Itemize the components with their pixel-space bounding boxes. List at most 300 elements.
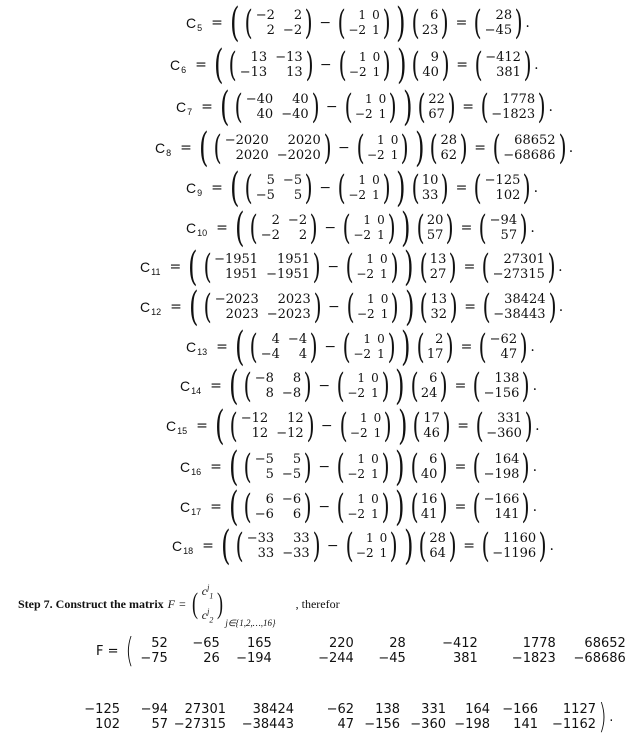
matrix-b-cell: 1 <box>363 213 372 227</box>
equation-row <box>180 446 537 488</box>
equals-sign: = <box>464 299 477 315</box>
result-vector-grid <box>484 452 520 482</box>
matrix-b <box>335 168 393 208</box>
vector-v <box>408 447 451 487</box>
result-cell: 102 <box>495 188 521 203</box>
paren: ) <box>442 406 451 446</box>
matrix-a-cell: 2 <box>298 228 308 243</box>
paren: ( <box>411 45 420 85</box>
result-cell: 164 <box>494 452 520 467</box>
matrix-a-cell: 5 <box>293 188 303 203</box>
paren: ( <box>342 327 351 367</box>
outer-right-paren: ) <box>396 0 406 46</box>
equals-sign: = <box>180 140 192 156</box>
matrix-a-cell: 6 <box>292 507 302 522</box>
f-matrix-cell: −198 <box>454 717 490 732</box>
matrix-b-cell: 0 <box>377 213 385 227</box>
outer-right-paren: ) <box>404 244 414 290</box>
matrix-a-cell: 12 <box>251 426 269 441</box>
minus-sign: − <box>318 378 331 394</box>
c1-entry: $c^j_1$ <box>201 583 214 601</box>
paren: ) <box>447 87 456 127</box>
equation-end: . <box>558 299 564 315</box>
paren: ) <box>440 487 449 527</box>
f-matrix-cell: −62 <box>326 702 354 717</box>
paren: ) <box>382 3 391 43</box>
f-matrix-cell: −412 <box>442 636 478 651</box>
matrix-a <box>201 287 324 327</box>
paren: ) <box>441 3 450 43</box>
matrix-b-cell: 1 <box>390 148 399 162</box>
result-cell: −45 <box>484 23 513 38</box>
paren: ) <box>522 487 530 527</box>
vector-v <box>408 366 451 406</box>
f-matrix-cell: −38443 <box>241 717 294 732</box>
result-cell: −94 <box>489 213 518 228</box>
matrix-b-cell: 1 <box>377 228 385 242</box>
matrix-f-symbol: F <box>167 596 175 611</box>
result-cell: 68652 <box>514 133 556 148</box>
matrix-b-grid <box>347 371 378 401</box>
f-matrix-cell: 381 <box>452 651 478 666</box>
matrix-a-cell: −40 <box>281 107 309 122</box>
matrix-b-cell: 1 <box>358 50 367 64</box>
equation-row <box>186 326 535 368</box>
vector-v-cell: 27 <box>429 267 447 282</box>
outer-right-paren: ) <box>414 125 425 171</box>
result-cell: 47 <box>500 347 518 362</box>
equals-sign: = <box>196 418 208 434</box>
outer-left-paren: ( <box>214 403 225 449</box>
matrix-b-cell: 1 <box>377 133 385 147</box>
paren: ) <box>448 526 457 566</box>
matrix-a-cell: −5 <box>255 188 275 203</box>
paren: ( <box>339 406 348 446</box>
minus-sign: − <box>319 15 332 31</box>
equals-sign: = <box>211 15 223 31</box>
matrix-a-cell: 8 <box>265 386 274 401</box>
matrix-a-cell: 13 <box>250 50 268 65</box>
matrix-b-cell: 0 <box>377 332 385 346</box>
paren: ) <box>522 366 530 406</box>
paren: ) <box>548 287 557 327</box>
matrix-a-cell: 2023 <box>277 292 311 307</box>
equals-sign: = <box>454 378 467 394</box>
matrix-b-grid <box>353 213 384 243</box>
paren: ) <box>312 526 321 566</box>
matrix-a-cell: −2 <box>287 213 308 228</box>
f-matrix-part2 <box>80 697 614 737</box>
label-subscript: 13 <box>197 347 208 357</box>
vector-v-cell: 20 <box>426 213 444 228</box>
matrix-b-cell: 1 <box>371 386 379 400</box>
f-matrix-cell: 141 <box>513 717 538 732</box>
paren: ( <box>411 168 420 208</box>
matrix-b-grid <box>355 92 386 122</box>
paren: ( <box>417 87 426 127</box>
outer-right-paren: ) <box>395 363 405 409</box>
equation-row <box>155 127 573 169</box>
equals-sign: = <box>457 418 469 434</box>
vector-v-grid <box>430 252 447 282</box>
matrix-a <box>247 327 320 367</box>
matrix-a-grid <box>247 531 310 561</box>
result-vector-grid <box>490 332 517 362</box>
vector-v <box>410 406 453 446</box>
vector-v-cell: 23 <box>421 23 439 38</box>
paren: ( <box>336 487 345 527</box>
outer-right-paren: ) <box>402 84 412 130</box>
matrix-a-cell: 40 <box>256 107 274 122</box>
outer-left-paren: ( <box>229 0 240 46</box>
matrix-b-cell: 1 <box>380 267 388 281</box>
label-subscript: 14 <box>191 386 202 396</box>
equation-end: . <box>532 378 538 394</box>
matrix-b-cell: 1 <box>373 426 382 440</box>
matrix-b-cell: 1 <box>372 65 381 79</box>
matrix-b-cell: 1 <box>358 8 367 22</box>
label-subscript: 12 <box>151 307 162 317</box>
equals-sign: = <box>170 299 182 315</box>
paren: ) <box>388 87 397 127</box>
matrix-a-cell: −2023 <box>266 307 311 322</box>
step7-line <box>18 580 340 629</box>
paren: ( <box>411 3 420 43</box>
matrix-b-grid <box>348 8 379 38</box>
vector-v-grid <box>421 371 438 401</box>
matrix-a-cell: −8 <box>254 371 274 386</box>
outer-right-paren: ) <box>395 484 405 530</box>
result-cell: 381 <box>496 65 521 80</box>
vector-v-cell: 2 <box>435 332 444 347</box>
matrix-a <box>242 168 315 208</box>
paren: ) <box>304 168 313 208</box>
vector-v-grid <box>428 92 445 122</box>
paren: ) <box>547 247 556 287</box>
outer-left-paren: ( <box>219 84 230 130</box>
outer-right-paren: ) <box>401 324 411 370</box>
result-vector <box>479 526 550 566</box>
paren: ( <box>410 366 419 406</box>
result-vector-grid <box>503 133 555 163</box>
matrix-a-cell: 6 <box>265 492 274 507</box>
matrix-b <box>340 208 398 248</box>
f-matrix-cell: 57 <box>151 717 168 732</box>
paren: ) <box>519 327 528 367</box>
f-matrix-cell: −125 <box>84 702 120 717</box>
label-letter: C <box>186 15 197 31</box>
result-vector <box>476 208 530 248</box>
matrix-a-cell: −2 <box>260 228 280 243</box>
matrix-a <box>232 87 321 127</box>
paren: ) <box>323 128 332 168</box>
result-vector-grid <box>484 371 520 401</box>
result-vector-grid <box>493 292 545 322</box>
matrix-b-cell: 0 <box>371 452 379 466</box>
matrix-b-cell: −2 <box>347 386 366 400</box>
vector-v <box>417 287 460 327</box>
matrix-a-cell: −6 <box>254 507 274 522</box>
matrix-b-cell: −2 <box>366 148 385 162</box>
result-vector-grid <box>492 531 536 561</box>
equation-row <box>176 86 553 128</box>
f-row2-part1 <box>136 651 626 666</box>
matrix-b-cell: 1 <box>364 92 373 106</box>
paren: ) <box>303 487 312 527</box>
equals-sign: = <box>201 99 213 115</box>
paren: ) <box>448 247 457 287</box>
matrix-b-cell: 1 <box>372 188 380 202</box>
index-set: j∈{1,2,…,16} <box>225 617 276 628</box>
equation-end: . <box>532 459 538 475</box>
matrix-a-cell: 2020 <box>235 148 269 163</box>
f-left-paren: ( <box>125 631 134 671</box>
matrix-a-grid <box>255 371 301 401</box>
vector-v-cell: 64 <box>429 546 446 561</box>
paren: ( <box>419 247 428 287</box>
equation-end: . <box>525 15 530 31</box>
vector-v-cell: 10 <box>421 173 439 188</box>
label-subscript: 6 <box>181 65 187 75</box>
f-matrix-cell: −156 <box>364 717 400 732</box>
outer-right-paren: ) <box>404 284 415 330</box>
label-subscript: 16 <box>191 467 202 477</box>
matrix-b-grid <box>356 531 387 561</box>
vector-v <box>427 128 470 168</box>
matrix-b-cell: 1 <box>365 531 374 545</box>
matrix-b-cell: 1 <box>357 492 366 506</box>
paren: ) <box>303 366 312 406</box>
paren: ) <box>459 128 468 168</box>
result-vector-grid <box>491 92 535 122</box>
minus-sign: − <box>324 220 337 236</box>
result-cell: −1196 <box>492 546 537 561</box>
paren: ( <box>342 208 351 248</box>
matrix-b-cell: 1 <box>359 411 368 425</box>
result-vector <box>473 406 535 446</box>
equation-end: . <box>534 57 539 73</box>
equation-label <box>186 180 202 196</box>
vector-v-cell: 16 <box>420 492 438 507</box>
matrix-b-cell: 0 <box>378 92 387 106</box>
matrix-b-cell: 0 <box>371 492 379 506</box>
matrix-b-cell: 1 <box>367 292 375 306</box>
paren: ) <box>389 526 398 566</box>
paren: ) <box>440 447 449 487</box>
result-vector-grid <box>484 492 520 522</box>
outer-left-paren: ( <box>188 244 198 290</box>
paren: ( <box>482 287 491 327</box>
outer-left-paren: ( <box>220 523 231 569</box>
matrix-a-cell: −2020 <box>276 148 321 163</box>
equals-sign: = <box>463 538 475 554</box>
vector-v-cell: 62 <box>440 148 458 163</box>
vector-v-grid <box>422 50 439 80</box>
vector-v-cell: 17 <box>423 411 440 426</box>
equation-row <box>186 167 538 209</box>
paren: ( <box>480 87 489 127</box>
matrix-b-cell: 0 <box>372 173 380 187</box>
matrix-b-grid <box>347 452 378 482</box>
paren: ( <box>473 447 482 487</box>
equation-label <box>180 499 201 515</box>
vector-v-grid <box>430 292 447 322</box>
f-matrix-cell: −65 <box>192 636 220 651</box>
vector-v-cell: 33 <box>421 188 439 203</box>
result-cell: −125 <box>484 173 521 188</box>
equals-sign: = <box>202 538 214 554</box>
paren: ( <box>244 366 253 406</box>
outer-left-paren: ( <box>229 165 240 211</box>
matrix-a-grid <box>261 332 307 362</box>
matrix-a <box>241 447 314 487</box>
matrix-b-cell: −2 <box>353 347 372 361</box>
vector-v-cell: 24 <box>420 386 438 401</box>
equals-sign: = <box>210 378 222 394</box>
equation-end: . <box>568 140 574 156</box>
result-vector <box>478 87 549 127</box>
vector-v <box>409 168 452 208</box>
result-vector <box>480 287 559 327</box>
matrix-a-grid <box>246 92 309 122</box>
vector-v-cell: 6 <box>430 8 439 23</box>
paren: ( <box>244 447 253 487</box>
equation-label <box>172 538 193 554</box>
outer-left-paren: ( <box>234 324 245 370</box>
f-matrix-cell: 28 <box>389 636 406 651</box>
outer-left-paren: ( <box>228 363 239 409</box>
matrix-a-cell: 2023 <box>225 307 259 322</box>
matrix-a-grid <box>256 173 302 203</box>
matrix-b-grid <box>357 292 388 322</box>
result-vector <box>471 168 533 208</box>
matrix-b-cell: 1 <box>363 332 372 346</box>
paren: ) <box>387 208 396 248</box>
label-letter: C <box>186 220 197 236</box>
matrix-a-grid <box>256 8 302 38</box>
label-letter: C <box>172 538 183 554</box>
label-subscript: 11 <box>151 267 161 277</box>
result-vector-grid <box>485 173 521 203</box>
minus-sign: − <box>337 140 350 156</box>
matrix-a <box>226 45 315 85</box>
f-matrix-cell: 1127 <box>562 702 596 717</box>
outer-left-paren: ( <box>228 484 239 530</box>
equals-sign: = <box>454 499 467 515</box>
step7-heading: Step 7. Construct the matrix <box>18 596 164 611</box>
equation-end: . <box>549 538 554 554</box>
matrix-b-cell: −2 <box>356 307 375 321</box>
result-cell: −412 <box>485 50 521 65</box>
paren: ) <box>523 168 531 208</box>
f-matrix-cell: −94 <box>140 702 168 717</box>
step7-tail: , therefor <box>295 596 340 611</box>
minus-sign: − <box>319 57 332 73</box>
matrix-a-cell: 40 <box>292 92 309 107</box>
result-vector <box>471 3 525 43</box>
result-vector <box>476 327 530 367</box>
vector-v-cell: 17 <box>426 347 444 362</box>
result-vector <box>470 366 532 406</box>
paren: ( <box>473 487 482 527</box>
equals-sign: = <box>456 57 468 73</box>
paren: ( <box>419 287 428 327</box>
paren: ) <box>305 45 314 85</box>
outer-right-paren: ) <box>397 403 407 449</box>
matrix-a-cell: −1951 <box>214 252 259 267</box>
result-cell: −166 <box>483 492 520 507</box>
paren: ) <box>382 45 391 85</box>
matrix-b-cell: −2 <box>354 107 373 121</box>
paren: ( <box>473 366 482 406</box>
matrix-b-cell: −2 <box>348 23 367 37</box>
paren: ) <box>558 128 567 168</box>
vector-v-grid <box>422 173 439 203</box>
matrix-a-cell: −5 <box>282 173 303 188</box>
paren: ( <box>244 487 253 527</box>
label-letter: C <box>180 459 191 475</box>
label-letter: C <box>176 99 187 115</box>
paren: ) <box>309 327 318 367</box>
matrix-b-cell: 1 <box>358 173 367 187</box>
paren: ( <box>479 327 488 367</box>
label-letter: C <box>170 57 181 73</box>
paren: ( <box>250 327 259 367</box>
paren: ) <box>441 45 450 85</box>
equation-label <box>186 339 207 355</box>
result-cell: 38424 <box>504 292 546 307</box>
paren: ) <box>449 287 458 327</box>
vector-v-cell: 32 <box>430 307 448 322</box>
equation-row <box>140 246 563 288</box>
paren: ( <box>204 287 213 327</box>
paren: ) <box>390 247 399 287</box>
result-cell: 28 <box>495 8 513 23</box>
equation-end: . <box>530 220 535 236</box>
vector-v <box>415 87 458 127</box>
label-subscript: 15 <box>177 426 188 436</box>
matrix-b <box>335 3 393 43</box>
matrix-a-cell: −6 <box>281 492 302 507</box>
matrix-a-cell: −13 <box>239 65 268 80</box>
matrix-b-cell: 1 <box>380 307 389 321</box>
paren: ( <box>418 526 427 566</box>
f-matrix-cell: −166 <box>502 702 538 717</box>
vector-v-cell: 9 <box>430 50 439 65</box>
matrix-b <box>344 287 402 327</box>
outer-right-paren: ) <box>401 205 411 251</box>
matrix-a-cell: 2 <box>293 8 303 23</box>
outer-right-paren: ) <box>395 444 405 490</box>
paren: ( <box>410 487 419 527</box>
matrix-a-cell: −8 <box>281 386 302 401</box>
right-paren: ) <box>217 587 224 621</box>
equation-label <box>140 259 160 275</box>
equals-sign: = <box>455 15 468 31</box>
minus-sign: − <box>327 259 340 275</box>
paren: ( <box>474 3 483 43</box>
matrix-a-cell: −4 <box>260 347 280 362</box>
equals-sign: = <box>455 180 468 196</box>
paren: ( <box>235 87 244 127</box>
vector-v-cell: 46 <box>423 426 440 441</box>
equals-sign: = <box>474 140 487 156</box>
matrix-b <box>336 45 394 85</box>
paren: ) <box>381 366 390 406</box>
equation-label <box>186 15 202 31</box>
paren: ( <box>492 128 501 168</box>
paren: ( <box>337 168 346 208</box>
